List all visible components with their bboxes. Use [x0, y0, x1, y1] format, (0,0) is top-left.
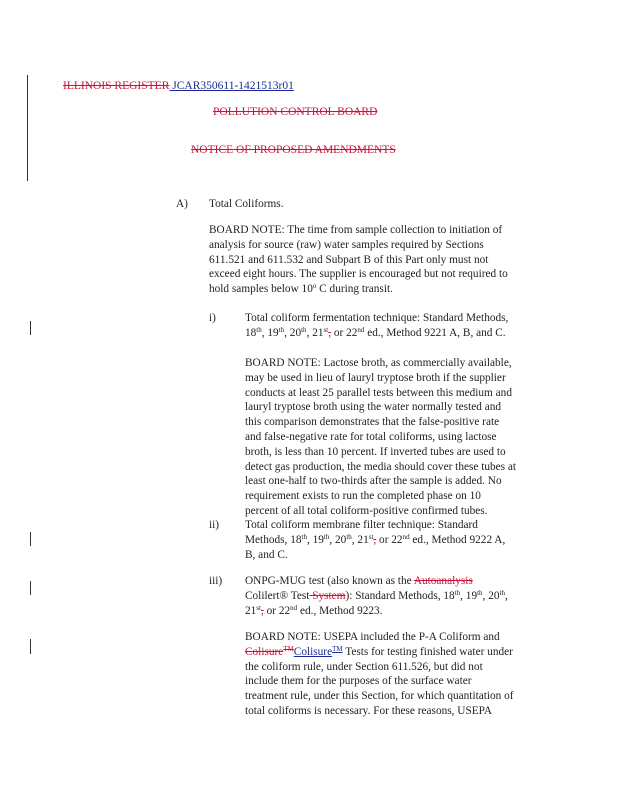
change-bar	[27, 75, 28, 181]
text-run: 18	[245, 326, 257, 339]
board-note-line	[245, 704, 492, 719]
item-line	[245, 326, 506, 341]
text-run: this comparison demonstrates that the false-positive rate	[245, 416, 500, 429]
text-run: th	[499, 588, 505, 597]
notice-title: NOTICE OF PROPOSED AMENDMENTS	[191, 144, 396, 156]
text-run: Colilert® Test	[245, 589, 310, 602]
text-run: B, and C.	[245, 548, 288, 561]
board-note-line	[209, 282, 393, 297]
item-label: i)	[209, 312, 216, 324]
text-run: Tests for testing finished water under	[342, 645, 513, 658]
text-run: and false-negative rate for total coliforms, using lactose	[245, 431, 497, 443]
item-line	[245, 589, 508, 604]
item-line	[245, 533, 505, 548]
board-note-line	[245, 386, 512, 401]
text-run: st	[323, 325, 329, 334]
board-note-line	[245, 400, 501, 415]
text-run: hold samples below 10	[209, 283, 313, 296]
text-run: Total coliform membrane filter technique: Standard	[245, 519, 478, 531]
text-run: nd	[402, 532, 410, 541]
text-run: 21	[245, 604, 257, 617]
board-note-line	[245, 460, 516, 475]
text-run: th	[454, 588, 461, 597]
text-run: include them for the purposes of the surface water	[245, 675, 472, 688]
board-name: POLLUTION CONTROL BOARD	[213, 106, 378, 118]
text-run: BOARD NOTE: The time from sample collection to initiation of	[209, 224, 503, 236]
board-note-line	[245, 371, 506, 386]
text-run: BOARD NOTE: USEPA included the P-A Coliform and	[245, 631, 500, 643]
deleted-text: TM	[283, 644, 294, 653]
section-label: A)	[176, 198, 188, 210]
item-line	[245, 604, 383, 619]
board-note-line	[209, 238, 484, 253]
text-run: nd	[290, 603, 298, 612]
change-bar	[30, 639, 31, 654]
text-run: , 19	[306, 533, 324, 546]
deleted-text: Colisure	[245, 645, 284, 658]
text-run: , 20	[284, 326, 302, 339]
text-run: ,	[504, 589, 508, 602]
text-run: st	[368, 532, 374, 541]
text-run: th	[278, 325, 285, 334]
text-run: total coliforms is necessary. For these reasons, USEPA	[245, 705, 493, 717]
inserted-text: Colisure	[293, 645, 333, 658]
text-run: , 21	[351, 533, 369, 546]
text-run: st	[256, 603, 261, 612]
text-run: exceed eight hours. The supplier is encouraged but not required to	[209, 268, 508, 281]
text-run: percent of all total coliform-positive confirmed tubes.	[245, 505, 488, 517]
text-run: least one-half to two-thirds after the sample is added. No	[245, 475, 502, 488]
section-title: Total Coliforms.	[209, 198, 284, 210]
item-line	[245, 518, 478, 533]
text-run: ed., Method 9221 A, B, and C.	[364, 326, 506, 339]
board-note-line	[245, 430, 497, 445]
text-run: broth, is less than 10 percent. If inverted tubes are used to	[245, 445, 506, 458]
board-note-line	[245, 660, 483, 675]
board-note-line	[209, 267, 508, 282]
text-run: requirement exists to run the completed phase on 10	[245, 490, 481, 503]
board-note-line	[245, 489, 481, 504]
board-note-line	[245, 415, 499, 430]
board-note-line	[245, 674, 471, 689]
change-bar	[30, 321, 31, 335]
board-note-line	[209, 253, 488, 268]
text-run: C during transit.	[316, 283, 393, 296]
board-note-line	[245, 504, 488, 519]
text-run: , 19	[460, 589, 478, 602]
text-run: th	[346, 532, 352, 541]
text-run: , 20	[329, 533, 347, 546]
register-deleted: ILLINOIS REGISTER	[63, 80, 170, 92]
text-run: nd	[357, 325, 365, 334]
board-note-line	[209, 223, 502, 238]
text-run: , 19	[261, 326, 279, 339]
board-note-line	[245, 630, 500, 645]
text-run: ed., Method 9223.	[297, 604, 383, 617]
text-run: analysis for source (raw) water samples required by Sections	[209, 238, 484, 251]
text-run: may be used in lieu of lauryl tryptose broth if the supplier	[245, 371, 506, 384]
text-run: or 22	[376, 533, 403, 546]
text-run: detect gas production, the media should cover these tubes at	[245, 460, 517, 473]
text-run: ): Standard Methods, 18	[345, 589, 455, 602]
text-run: , 21	[306, 326, 324, 339]
register-header	[63, 80, 294, 92]
text-run: conducts at least 25 parallel tests between this medium and	[245, 386, 512, 399]
deleted-text: Autoanalysis	[413, 575, 473, 587]
text-run: lauryl tryptose broth using the water normally tested and	[245, 401, 502, 414]
board-note-line	[245, 474, 502, 489]
text-run: 611.521 and 611.532 and Subpart B of this Part only must not	[209, 253, 489, 266]
text-run: o	[312, 282, 317, 291]
text-run: or 22	[331, 326, 358, 339]
text-run: the coliform rule, under Section 611.526, but did not	[245, 660, 483, 673]
deleted-text: ,	[328, 326, 332, 339]
text-run: Total coliform fermentation technique: Standard Methods,	[245, 312, 509, 324]
board-note-line	[245, 356, 512, 371]
text-run: Methods, 18	[245, 533, 302, 546]
text-run: th	[323, 532, 330, 541]
text-run: th	[301, 532, 307, 541]
change-bar	[30, 581, 31, 595]
item-line	[245, 548, 288, 563]
board-note-line	[245, 645, 513, 660]
board-note-line	[245, 445, 506, 460]
change-bar	[30, 532, 31, 546]
text-run: th	[301, 325, 307, 334]
text-run: BOARD NOTE: Lactose broth, as commercially available,	[245, 357, 512, 369]
deleted-text: System	[309, 589, 346, 602]
register-inserted: JCAR350611-1421513r01	[169, 80, 294, 92]
deleted-text: ,	[260, 604, 264, 617]
item-label: iii)	[209, 575, 223, 587]
item-line	[245, 311, 508, 326]
text-run: ONPG-MUG test (also known as the	[245, 575, 414, 587]
inserted-text: TM	[332, 644, 343, 653]
text-run: , 20	[482, 589, 500, 602]
item-label: ii)	[209, 519, 220, 531]
text-run: th	[477, 588, 483, 597]
text-run: treatment rule, under this Section, for which quantitation of	[245, 690, 514, 703]
text-run: th	[256, 325, 262, 334]
text-run: ed., Method 9222 A,	[409, 533, 506, 546]
text-run: or 22	[263, 604, 291, 617]
item-line	[245, 574, 473, 589]
board-note-line	[245, 689, 514, 704]
deleted-text: ,	[373, 533, 377, 546]
